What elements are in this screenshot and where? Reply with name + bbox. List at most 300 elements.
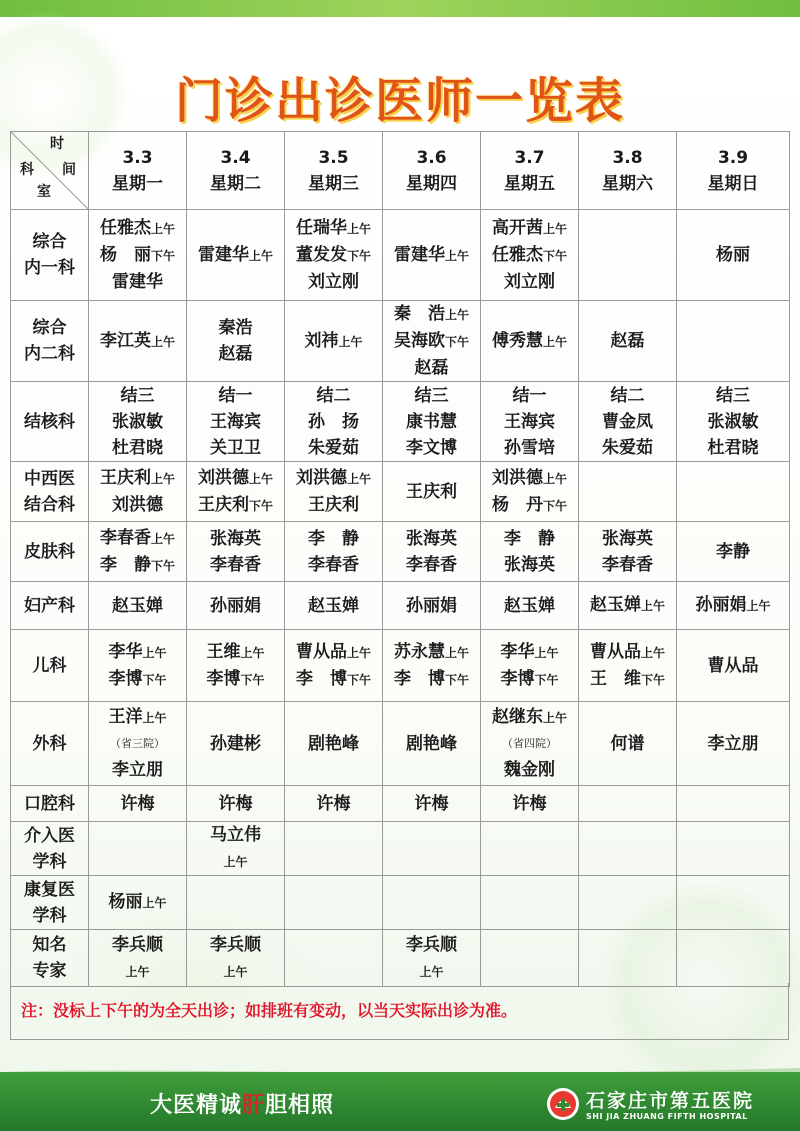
schedule-cell bbox=[481, 382, 579, 462]
doctor-name: 王海宾 bbox=[210, 411, 261, 432]
doctor-name: 何谱 bbox=[610, 733, 645, 754]
doctor-entry bbox=[579, 409, 676, 435]
doctor-entry bbox=[89, 435, 186, 461]
doctor-entry bbox=[579, 639, 676, 666]
doctor-entry bbox=[187, 435, 284, 461]
doctor-name: 董发发 bbox=[295, 245, 347, 265]
doctor-entry bbox=[481, 435, 578, 461]
schedule-cell bbox=[383, 462, 481, 522]
department-cell bbox=[11, 522, 89, 582]
session-label: 上午 bbox=[542, 471, 567, 486]
schedule-cell bbox=[383, 301, 481, 382]
session-label: 上午 bbox=[444, 248, 469, 263]
doctor-name: 李华 bbox=[500, 641, 535, 662]
doctor-entry bbox=[187, 465, 284, 492]
doctor-name: 李兵顺 bbox=[210, 934, 261, 955]
doctor-name: 关卫卫 bbox=[210, 437, 261, 458]
session-label: 上午 bbox=[542, 711, 567, 725]
table-row bbox=[11, 876, 790, 930]
doctor-entry bbox=[579, 526, 676, 552]
doctor-entry bbox=[579, 666, 676, 693]
session-label: 上午 bbox=[346, 222, 371, 236]
doctor-entry bbox=[579, 731, 676, 757]
doctor-name: 杨丽 bbox=[108, 892, 143, 912]
doctor-entry bbox=[579, 383, 676, 409]
doctor-name: 李 静 bbox=[99, 554, 151, 575]
doctor-entry bbox=[481, 409, 578, 435]
doctor-entry bbox=[89, 666, 186, 693]
doctor-name: 曹从品 bbox=[589, 641, 641, 662]
schedule-cell bbox=[677, 822, 790, 876]
doctor-entry bbox=[285, 791, 382, 817]
department-name: 外科 bbox=[32, 733, 67, 754]
department-name: 学科 bbox=[32, 905, 67, 926]
doctor-name: 孙 扬 bbox=[308, 411, 359, 432]
doctor-entry bbox=[285, 383, 382, 409]
doctor-name: 李博 bbox=[500, 668, 535, 689]
session-label: 下午 bbox=[542, 498, 567, 513]
slogan-part-2: 肝 bbox=[242, 1093, 266, 1118]
doctor-entry bbox=[89, 757, 186, 783]
day-header bbox=[89, 132, 187, 210]
doctor-name: 李博 bbox=[206, 668, 241, 689]
schedule-cell bbox=[579, 930, 677, 987]
doctor-name: 张海英 bbox=[602, 528, 653, 549]
schedule-cell bbox=[481, 702, 579, 786]
table-row bbox=[11, 582, 790, 630]
doctor-name: 马立伟 bbox=[210, 825, 261, 845]
department-cell bbox=[11, 210, 89, 301]
schedule-cell bbox=[187, 210, 285, 301]
session-label: 下午 bbox=[150, 558, 175, 573]
header-date: 3.7 bbox=[514, 147, 545, 168]
doctor-entry bbox=[383, 791, 480, 817]
session-label: 下午 bbox=[534, 672, 559, 687]
hospital-logo-icon bbox=[546, 1087, 580, 1121]
header-date: 3.4 bbox=[220, 147, 251, 168]
doctor-entry bbox=[89, 269, 186, 295]
department-name: 皮肤科 bbox=[24, 541, 75, 562]
header-date: 3.6 bbox=[416, 147, 447, 168]
department-name: 专家 bbox=[32, 961, 67, 981]
header-row bbox=[11, 132, 790, 210]
schedule-cell bbox=[187, 582, 285, 630]
doctor-entry bbox=[481, 328, 578, 355]
doctor-entry bbox=[579, 328, 676, 354]
session-label: 上午 bbox=[444, 308, 469, 322]
schedule-cell bbox=[677, 930, 790, 987]
doctor-name: 任雅杰 bbox=[491, 245, 543, 265]
schedule-cell bbox=[89, 582, 187, 630]
table-row bbox=[11, 930, 790, 987]
schedule-cell bbox=[383, 582, 481, 630]
schedule-cell bbox=[383, 210, 481, 301]
doctor-name: 赵玉婵 bbox=[112, 595, 163, 616]
doctor-entry bbox=[481, 269, 578, 295]
doctor-entry bbox=[89, 465, 186, 492]
schedule-cell bbox=[89, 522, 187, 582]
doctor-entry bbox=[187, 341, 284, 367]
doctor-name: 王 维 bbox=[589, 668, 641, 689]
doctor-entry bbox=[187, 593, 284, 619]
session-label: 下午 bbox=[240, 672, 265, 687]
schedule-cell bbox=[579, 210, 677, 301]
doctor-entry bbox=[481, 704, 578, 731]
header-weekday: 星期二 bbox=[210, 173, 261, 194]
doctor-name: 杨 丽 bbox=[99, 245, 151, 265]
table-row bbox=[11, 522, 790, 582]
doctor-entry bbox=[383, 731, 480, 757]
session-label: 下午 bbox=[346, 249, 371, 263]
department-name: 介入医 bbox=[24, 825, 75, 846]
doctor-entry bbox=[481, 666, 578, 693]
day-header bbox=[579, 132, 677, 210]
doctor-entry bbox=[285, 552, 382, 578]
doctor-name: 王洋 bbox=[108, 707, 143, 727]
doctor-entry bbox=[383, 479, 480, 505]
department-name: 学科 bbox=[32, 851, 67, 872]
schedule-cell bbox=[383, 382, 481, 462]
department-name: 综合 bbox=[32, 232, 67, 252]
header-date: 3.9 bbox=[717, 147, 749, 168]
doctor-entry bbox=[285, 242, 382, 269]
department-name: 知名 bbox=[32, 935, 67, 955]
department-name: 内一科 bbox=[24, 258, 75, 278]
doctor-name: 孙雪培 bbox=[504, 437, 555, 458]
department-cell bbox=[11, 582, 89, 630]
doctor-entry bbox=[481, 242, 578, 269]
corner-label-jian: 间 bbox=[62, 162, 76, 178]
session-label: 上午 bbox=[142, 711, 167, 725]
doctor-entry bbox=[677, 409, 789, 435]
doctor-entry bbox=[89, 593, 186, 619]
doctor-name: 李兵顺 bbox=[112, 934, 163, 955]
doctor-entry bbox=[383, 958, 480, 985]
session-label: 上午 bbox=[142, 645, 167, 660]
doctor-name: 康书慧 bbox=[406, 411, 457, 432]
doctor-entry bbox=[89, 409, 186, 435]
session-label: 上午 bbox=[338, 334, 363, 349]
doctor-name: 孙建彬 bbox=[210, 733, 261, 754]
doctor-name: 张淑敏 bbox=[707, 411, 759, 432]
schedule-cell bbox=[285, 582, 383, 630]
footnote: 注：没标上下午的为全天出诊；如排班有变动，以当天实际出诊为准。 bbox=[10, 983, 789, 1040]
doctor-entry bbox=[187, 315, 284, 341]
doctor-entry bbox=[89, 704, 186, 731]
schedule-cell bbox=[89, 210, 187, 301]
doctor-name: 孙丽娟 bbox=[695, 595, 747, 615]
doctor-entry bbox=[481, 757, 578, 783]
schedule-cell bbox=[187, 786, 285, 822]
doctor-entry bbox=[89, 552, 186, 579]
schedule-cell bbox=[187, 822, 285, 876]
schedule-cell bbox=[579, 630, 677, 702]
schedule-cell bbox=[481, 786, 579, 822]
doctor-name: 魏金刚 bbox=[504, 760, 555, 780]
session-label: 下午 bbox=[444, 335, 469, 349]
schedule-cell bbox=[285, 210, 383, 301]
schedule-cell bbox=[187, 382, 285, 462]
department-cell bbox=[11, 301, 89, 382]
doctor-entry bbox=[383, 435, 480, 461]
doctor-entry bbox=[89, 383, 186, 409]
table-row bbox=[11, 382, 790, 462]
slogan-part-3: 胆相照 bbox=[265, 1093, 335, 1118]
doctor-entry bbox=[89, 242, 186, 269]
session-label: 上午 bbox=[125, 964, 150, 979]
schedule-cell bbox=[677, 786, 790, 822]
day-header bbox=[383, 132, 481, 210]
doctor-entry bbox=[89, 525, 186, 552]
session-label: 上午 bbox=[346, 472, 371, 486]
doctor-name: 杨 丹 bbox=[491, 494, 543, 515]
doctor-name: 赵磊 bbox=[414, 358, 449, 378]
schedule-cell bbox=[285, 930, 383, 987]
doctor-entry bbox=[89, 791, 186, 817]
doctor-entry bbox=[579, 592, 676, 619]
doctor-name: 结一 bbox=[218, 385, 253, 406]
doctor-entry bbox=[187, 639, 284, 666]
doctor-entry bbox=[89, 731, 186, 757]
doctor-name: 结三 bbox=[716, 385, 750, 406]
doctor-entry bbox=[383, 355, 480, 381]
schedule-cell bbox=[481, 522, 579, 582]
schedule-cell bbox=[383, 702, 481, 786]
doctor-name: 李 静 bbox=[308, 528, 359, 549]
doctor-entry bbox=[677, 539, 789, 565]
doctor-name: 王庆利 bbox=[406, 481, 457, 502]
doctor-name: 李春香 bbox=[210, 554, 261, 575]
schedule-cell bbox=[579, 522, 677, 582]
department-name: 综合 bbox=[32, 318, 67, 338]
schedule-cell bbox=[579, 822, 677, 876]
doctor-name: 王海宾 bbox=[504, 411, 555, 432]
doctor-name: 朱爱茹 bbox=[308, 437, 359, 458]
doctor-name: 赵继东 bbox=[491, 707, 543, 727]
doctor-entry bbox=[89, 328, 186, 355]
schedule-cell bbox=[285, 382, 383, 462]
hospital-name-cn: 石家庄市第五医院 bbox=[586, 1090, 755, 1112]
schedule-cell bbox=[383, 630, 481, 702]
doctor-name: 结三 bbox=[120, 385, 155, 406]
table-row bbox=[11, 786, 790, 822]
doctor-name: 杜君晓 bbox=[112, 437, 163, 458]
doctor-name: 李 博 bbox=[393, 668, 445, 689]
department-name: 结合科 bbox=[24, 494, 75, 515]
session-label: 上午 bbox=[640, 599, 665, 613]
doctor-name: 张淑敏 bbox=[112, 411, 163, 432]
schedule-cell bbox=[89, 786, 187, 822]
schedule-cell bbox=[89, 462, 187, 522]
doctor-name: 李静 bbox=[716, 541, 750, 562]
header-date: 3.3 bbox=[122, 147, 153, 168]
header-date: 3.8 bbox=[612, 147, 643, 168]
doctor-entry bbox=[285, 666, 382, 693]
department-cell bbox=[11, 702, 89, 786]
doctor-entry bbox=[89, 889, 186, 916]
doctor-name: 雷建华 bbox=[393, 244, 445, 265]
doctor-name: 刘洪德 bbox=[112, 495, 163, 515]
schedule-cell bbox=[187, 702, 285, 786]
doctor-entry bbox=[579, 552, 676, 578]
doctor-entry bbox=[187, 848, 284, 875]
schedule-cell bbox=[285, 462, 383, 522]
department-name: 康复医 bbox=[24, 879, 75, 900]
table-row bbox=[11, 210, 790, 301]
doctor-entry bbox=[481, 593, 578, 619]
schedule-cell bbox=[677, 210, 790, 301]
doctor-name: 刘洪德 bbox=[295, 468, 347, 488]
schedule-cell bbox=[89, 822, 187, 876]
department-name: 儿科 bbox=[32, 655, 67, 676]
session-label: 下午 bbox=[248, 498, 273, 513]
department-name: 结核科 bbox=[24, 411, 75, 432]
doctor-entry bbox=[481, 552, 578, 578]
doctor-entry bbox=[383, 301, 480, 328]
schedule-cell bbox=[677, 876, 790, 930]
corner-label-ke: 科 bbox=[20, 162, 34, 178]
doctor-entry bbox=[481, 383, 578, 409]
schedule-cell bbox=[383, 930, 481, 987]
hospital-name-en: SHI JIA ZHUANG FIFTH HOSPITAL bbox=[586, 1112, 748, 1121]
schedule-cell bbox=[89, 930, 187, 987]
schedule-cell bbox=[89, 702, 187, 786]
doctor-name: 赵玉婵 bbox=[589, 595, 641, 615]
doctor-name: 刘立刚 bbox=[504, 272, 555, 292]
department-cell bbox=[11, 930, 89, 987]
schedule-cell bbox=[187, 462, 285, 522]
session-label: 上午 bbox=[142, 896, 167, 910]
doctor-name: 雷建华 bbox=[112, 272, 163, 292]
doctor-entry bbox=[383, 932, 480, 958]
doctor-entry bbox=[285, 215, 382, 242]
doctor-name: 苏永慧 bbox=[393, 641, 445, 662]
doctor-name: 王庆利 bbox=[308, 495, 359, 515]
doctor-entry bbox=[677, 731, 789, 757]
doctor-name: 曹金凤 bbox=[602, 411, 653, 432]
doctor-entry bbox=[285, 269, 382, 295]
corner-label-time: 时 bbox=[50, 136, 64, 152]
doctor-entry bbox=[579, 435, 676, 461]
department-cell bbox=[11, 876, 89, 930]
doctor-entry bbox=[187, 552, 284, 578]
doctor-name: 李 静 bbox=[504, 528, 555, 549]
doctor-entry bbox=[187, 822, 284, 848]
doctor-entry bbox=[89, 215, 186, 242]
doctor-entry bbox=[677, 435, 789, 461]
schedule-cell bbox=[677, 382, 790, 462]
doctor-entry bbox=[481, 465, 578, 492]
schedule-cell bbox=[677, 630, 790, 702]
session-label: 下午 bbox=[444, 672, 469, 687]
doctor-entry bbox=[89, 958, 186, 985]
department-cell bbox=[11, 786, 89, 822]
doctor-entry bbox=[383, 526, 480, 552]
schedule-cell bbox=[481, 876, 579, 930]
header-weekday: 星期一 bbox=[112, 173, 163, 194]
doctor-entry bbox=[285, 465, 382, 492]
doctor-name: 结三 bbox=[414, 385, 449, 406]
doctor-name: 曹从品 bbox=[707, 655, 759, 676]
schedule-cell bbox=[383, 786, 481, 822]
doctor-name: 刘洪德 bbox=[491, 467, 543, 488]
schedule-cell bbox=[89, 876, 187, 930]
table-row bbox=[11, 630, 790, 702]
department-cell bbox=[11, 630, 89, 702]
header-date: 3.5 bbox=[318, 147, 349, 168]
doctor-entry bbox=[187, 492, 284, 519]
header-weekday: 星期三 bbox=[308, 173, 359, 194]
schedule-cell bbox=[187, 876, 285, 930]
schedule-cell bbox=[285, 702, 383, 786]
session-label: 下午 bbox=[346, 672, 371, 687]
doctor-entry bbox=[481, 731, 578, 757]
session-label: 上午 bbox=[150, 334, 175, 349]
session-label: 下午 bbox=[542, 249, 567, 263]
department-cell bbox=[11, 382, 89, 462]
doctor-name: 王维 bbox=[206, 641, 241, 662]
doctor-entry bbox=[187, 242, 284, 269]
session-label: 上午 bbox=[746, 599, 771, 613]
department-cell bbox=[11, 822, 89, 876]
session-label: 上午 bbox=[223, 855, 248, 869]
schedule-cell bbox=[481, 210, 579, 301]
session-label: 上午 bbox=[640, 645, 665, 660]
doctor-name: 许梅 bbox=[414, 793, 449, 814]
doctor-name: 李春香 bbox=[308, 554, 359, 575]
schedule-cell bbox=[481, 301, 579, 382]
doctor-name: 朱爱茹 bbox=[602, 437, 653, 458]
department-cell bbox=[11, 462, 89, 522]
session-label: 上午 bbox=[150, 531, 175, 546]
doctor-entry bbox=[187, 666, 284, 693]
doctor-name: 许梅 bbox=[512, 793, 547, 814]
doctor-name: 李春香 bbox=[406, 554, 457, 575]
doctor-entry bbox=[187, 526, 284, 552]
schedule-cell bbox=[579, 876, 677, 930]
doctor-name: 结一 bbox=[512, 385, 547, 406]
doctor-name: 吴海欧 bbox=[393, 331, 445, 351]
schedule-cell bbox=[89, 382, 187, 462]
hospital-note: （省三院） bbox=[110, 737, 165, 750]
doctor-entry bbox=[481, 526, 578, 552]
doctor-entry bbox=[285, 639, 382, 666]
session-label: 上午 bbox=[419, 964, 444, 979]
day-header bbox=[187, 132, 285, 210]
doctor-entry bbox=[187, 958, 284, 985]
session-label: 下午 bbox=[142, 672, 167, 687]
doctor-name: 王庆利 bbox=[197, 494, 249, 515]
session-label: 下午 bbox=[150, 249, 175, 263]
doctor-entry bbox=[285, 731, 382, 757]
doctor-name: 李博 bbox=[108, 668, 143, 689]
doctor-name: 许梅 bbox=[218, 793, 253, 814]
header-weekday: 星期四 bbox=[406, 173, 457, 194]
doctor-entry bbox=[285, 435, 382, 461]
header-weekday: 星期六 bbox=[602, 173, 653, 194]
doctor-entry bbox=[89, 932, 186, 958]
doctor-name: 李立朋 bbox=[707, 733, 759, 754]
schedule-cell bbox=[89, 630, 187, 702]
doctor-name: 李文博 bbox=[406, 437, 457, 458]
doctor-entry bbox=[187, 731, 284, 757]
doctor-entry bbox=[677, 592, 789, 619]
doctor-name: 曹从品 bbox=[295, 641, 347, 662]
schedule-cell bbox=[187, 630, 285, 702]
slogan bbox=[150, 1088, 334, 1119]
doctor-name: 雷建华 bbox=[197, 244, 249, 265]
slogan-part-1: 大医精诚 bbox=[150, 1093, 243, 1118]
